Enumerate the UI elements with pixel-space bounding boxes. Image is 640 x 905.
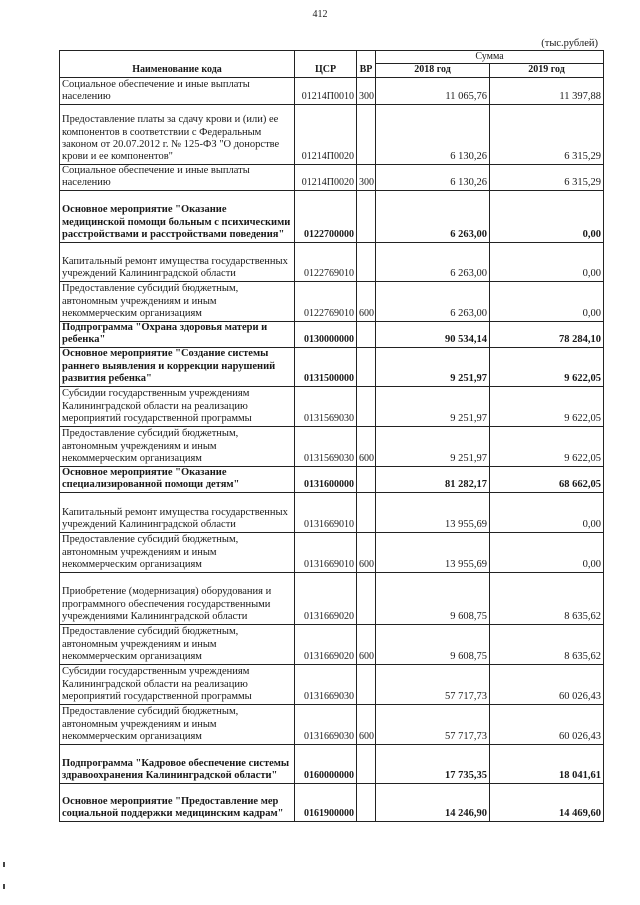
- table-row: [60, 77, 604, 104]
- row-vr-code: [357, 386, 376, 426]
- row-amount-2018: 9 608,75: [376, 624, 490, 664]
- row-amount-2019: 0,00: [490, 242, 604, 281]
- row-vr-code: [357, 242, 376, 281]
- row-csr-code: 0131669010: [295, 532, 357, 572]
- row-name: Предоставление субсидий бюджетным, автономным учреждениям и иным некоммерческим организациям: [60, 426, 295, 466]
- row-amount-2019: 60 026,43: [490, 664, 604, 704]
- row-amount-2018: 11 065,76: [376, 77, 490, 104]
- row-amount-2019: 6 315,29: [490, 104, 604, 164]
- row-csr-code: 01214П0020: [295, 104, 357, 164]
- row-amount-2018: 6 263,00: [376, 242, 490, 281]
- row-name: Предоставление субсидий бюджетным, автономным учреждениям и иным некоммерческим организациям: [60, 532, 295, 572]
- table-row: [60, 466, 604, 492]
- row-name: Основное мероприятие "Оказание медицинской помощи больным с психическими расстройствами и расстройствами поведения": [60, 190, 295, 242]
- table-row: [60, 783, 604, 821]
- row-amount-2018: 14 246,90: [376, 783, 490, 821]
- row-csr-code: 0131669010: [295, 492, 357, 532]
- table-row: [60, 704, 604, 744]
- table-row: [60, 664, 604, 704]
- row-amount-2018: 6 130,26: [376, 164, 490, 190]
- row-csr-code: 0131669020: [295, 624, 357, 664]
- row-csr-code: 0130000000: [295, 321, 357, 347]
- row-csr-code: 0131669020: [295, 572, 357, 624]
- table-row: [60, 386, 604, 426]
- budget-table: [59, 50, 604, 822]
- row-vr-code: 600: [357, 426, 376, 466]
- row-name: Социальное обеспечение и иные выплаты населению: [60, 77, 295, 104]
- row-amount-2019: 9 622,05: [490, 347, 604, 386]
- row-name: Субсидии государственным учреждениям Калининградской области на реализацию мероприятий государственной программы: [60, 386, 295, 426]
- row-name: Капитальный ремонт имущества государственных учреждений Калининградской области: [60, 242, 295, 281]
- row-name: Субсидии государственным учреждениям Калининградской области на реализацию мероприятий государственной программы: [60, 664, 295, 704]
- row-name: Предоставление платы за сдачу крови и (или) ее компонентов в соответствии с Федеральным законом от 20.07.2012 г. № 125-ФЗ "О донорстве крови и ее компонентов": [60, 104, 295, 164]
- table-row: [60, 492, 604, 532]
- header-vr: ВР: [357, 51, 376, 78]
- row-csr-code: 0131569030: [295, 386, 357, 426]
- row-amount-2018: 57 717,73: [376, 664, 490, 704]
- row-name: Социальное обеспечение и иные выплаты населению: [60, 164, 295, 190]
- row-amount-2018: 57 717,73: [376, 704, 490, 744]
- row-csr-code: 01214П0010: [295, 77, 357, 104]
- row-csr-code: 0122769010: [295, 242, 357, 281]
- row-vr-code: [357, 321, 376, 347]
- row-amount-2019: 68 662,05: [490, 466, 604, 492]
- row-amount-2018: 81 282,17: [376, 466, 490, 492]
- row-amount-2019: 0,00: [490, 492, 604, 532]
- row-name: Предоставление субсидий бюджетным, автономным учреждениям и иным некоммерческим организациям: [60, 624, 295, 664]
- row-amount-2018: 17 735,35: [376, 744, 490, 783]
- row-vr-code: 600: [357, 532, 376, 572]
- table-row: [60, 281, 604, 321]
- row-amount-2019: 9 622,05: [490, 426, 604, 466]
- table-row: [60, 164, 604, 190]
- row-amount-2018: 6 263,00: [376, 281, 490, 321]
- row-amount-2019: 0,00: [490, 532, 604, 572]
- row-name: Основное мероприятие "Оказание специализированной помощи детям": [60, 466, 295, 492]
- row-amount-2019: 8 635,62: [490, 624, 604, 664]
- row-vr-code: [357, 466, 376, 492]
- row-vr-code: 600: [357, 704, 376, 744]
- row-vr-code: 300: [357, 77, 376, 104]
- header-2018: 2018 год: [376, 64, 490, 77]
- row-amount-2019: 18 041,61: [490, 744, 604, 783]
- row-csr-code: 0131600000: [295, 466, 357, 492]
- row-amount-2019: 8 635,62: [490, 572, 604, 624]
- table-row: [60, 426, 604, 466]
- row-amount-2018: 9 251,97: [376, 386, 490, 426]
- row-amount-2019: 60 026,43: [490, 704, 604, 744]
- page-number: 412: [312, 9, 328, 20]
- header-name: Наименование кода: [60, 51, 295, 78]
- row-amount-2018: 9 608,75: [376, 572, 490, 624]
- units-note: (тыс.рублей): [541, 38, 598, 49]
- row-name: Подпрограмма "Кадровое обеспечение системы здравоохранения Калининградской области": [60, 744, 295, 783]
- row-csr-code: 0131669030: [295, 704, 357, 744]
- row-vr-code: [357, 347, 376, 386]
- row-vr-code: [357, 104, 376, 164]
- row-csr-code: 0161900000: [295, 783, 357, 821]
- row-vr-code: 600: [357, 624, 376, 664]
- table-row: [60, 321, 604, 347]
- row-name: Приобретение (модернизация) оборудования и программного обеспечения государственными учреждениями Калининградской области: [60, 572, 295, 624]
- row-amount-2018: 6 130,26: [376, 104, 490, 164]
- table-row: [60, 532, 604, 572]
- table-body: [60, 77, 604, 821]
- row-csr-code: 0131669030: [295, 664, 357, 704]
- row-amount-2018: 9 251,97: [376, 347, 490, 386]
- row-csr-code: 0160000000: [295, 744, 357, 783]
- row-amount-2018: 6 263,00: [376, 190, 490, 242]
- row-amount-2019: 78 284,10: [490, 321, 604, 347]
- table-row: [60, 347, 604, 386]
- row-name: Подпрограмма "Охрана здоровья матери и ребенка": [60, 321, 295, 347]
- row-csr-code: 0122769010: [295, 281, 357, 321]
- row-amount-2018: 13 955,69: [376, 532, 490, 572]
- row-amount-2019: 14 469,60: [490, 783, 604, 821]
- row-amount-2019: 0,00: [490, 190, 604, 242]
- row-csr-code: 0131569030: [295, 426, 357, 466]
- header-sum: Сумма: [376, 51, 604, 64]
- row-vr-code: [357, 783, 376, 821]
- row-amount-2019: 11 397,88: [490, 77, 604, 104]
- row-csr-code: 0131500000: [295, 347, 357, 386]
- row-vr-code: 600: [357, 281, 376, 321]
- scan-edge-mark: [3, 862, 5, 867]
- row-vr-code: [357, 744, 376, 783]
- header-2019: 2019 год: [490, 64, 604, 77]
- row-amount-2019: 6 315,29: [490, 164, 604, 190]
- scan-edge-mark: [3, 884, 5, 889]
- row-vr-code: [357, 572, 376, 624]
- header-csr: ЦСР: [295, 51, 357, 78]
- row-vr-code: [357, 492, 376, 532]
- table-row: [60, 624, 604, 664]
- row-amount-2019: 9 622,05: [490, 386, 604, 426]
- row-amount-2018: 90 534,14: [376, 321, 490, 347]
- row-amount-2018: 13 955,69: [376, 492, 490, 532]
- row-name: Предоставление субсидий бюджетным, автономным учреждениям и иным некоммерческим организациям: [60, 704, 295, 744]
- row-vr-code: [357, 664, 376, 704]
- row-amount-2018: 9 251,97: [376, 426, 490, 466]
- row-name: Основное мероприятие "Создание системы раннего выявления и коррекции нарушений развития ребенка": [60, 347, 295, 386]
- table-row: [60, 572, 604, 624]
- table-row: [60, 190, 604, 242]
- row-name: Капитальный ремонт имущества государственных учреждений Калининградской области: [60, 492, 295, 532]
- row-vr-code: [357, 190, 376, 242]
- row-csr-code: 01214П0020: [295, 164, 357, 190]
- row-csr-code: 0122700000: [295, 190, 357, 242]
- row-name: Основное мероприятие "Предоставление мер социальной поддержки медицинским кадрам": [60, 783, 295, 821]
- table-row: [60, 744, 604, 783]
- table-row: [60, 242, 604, 281]
- row-amount-2019: 0,00: [490, 281, 604, 321]
- row-vr-code: 300: [357, 164, 376, 190]
- row-name: Предоставление субсидий бюджетным, автономным учреждениям и иным некоммерческим организациям: [60, 281, 295, 321]
- table-row: [60, 104, 604, 164]
